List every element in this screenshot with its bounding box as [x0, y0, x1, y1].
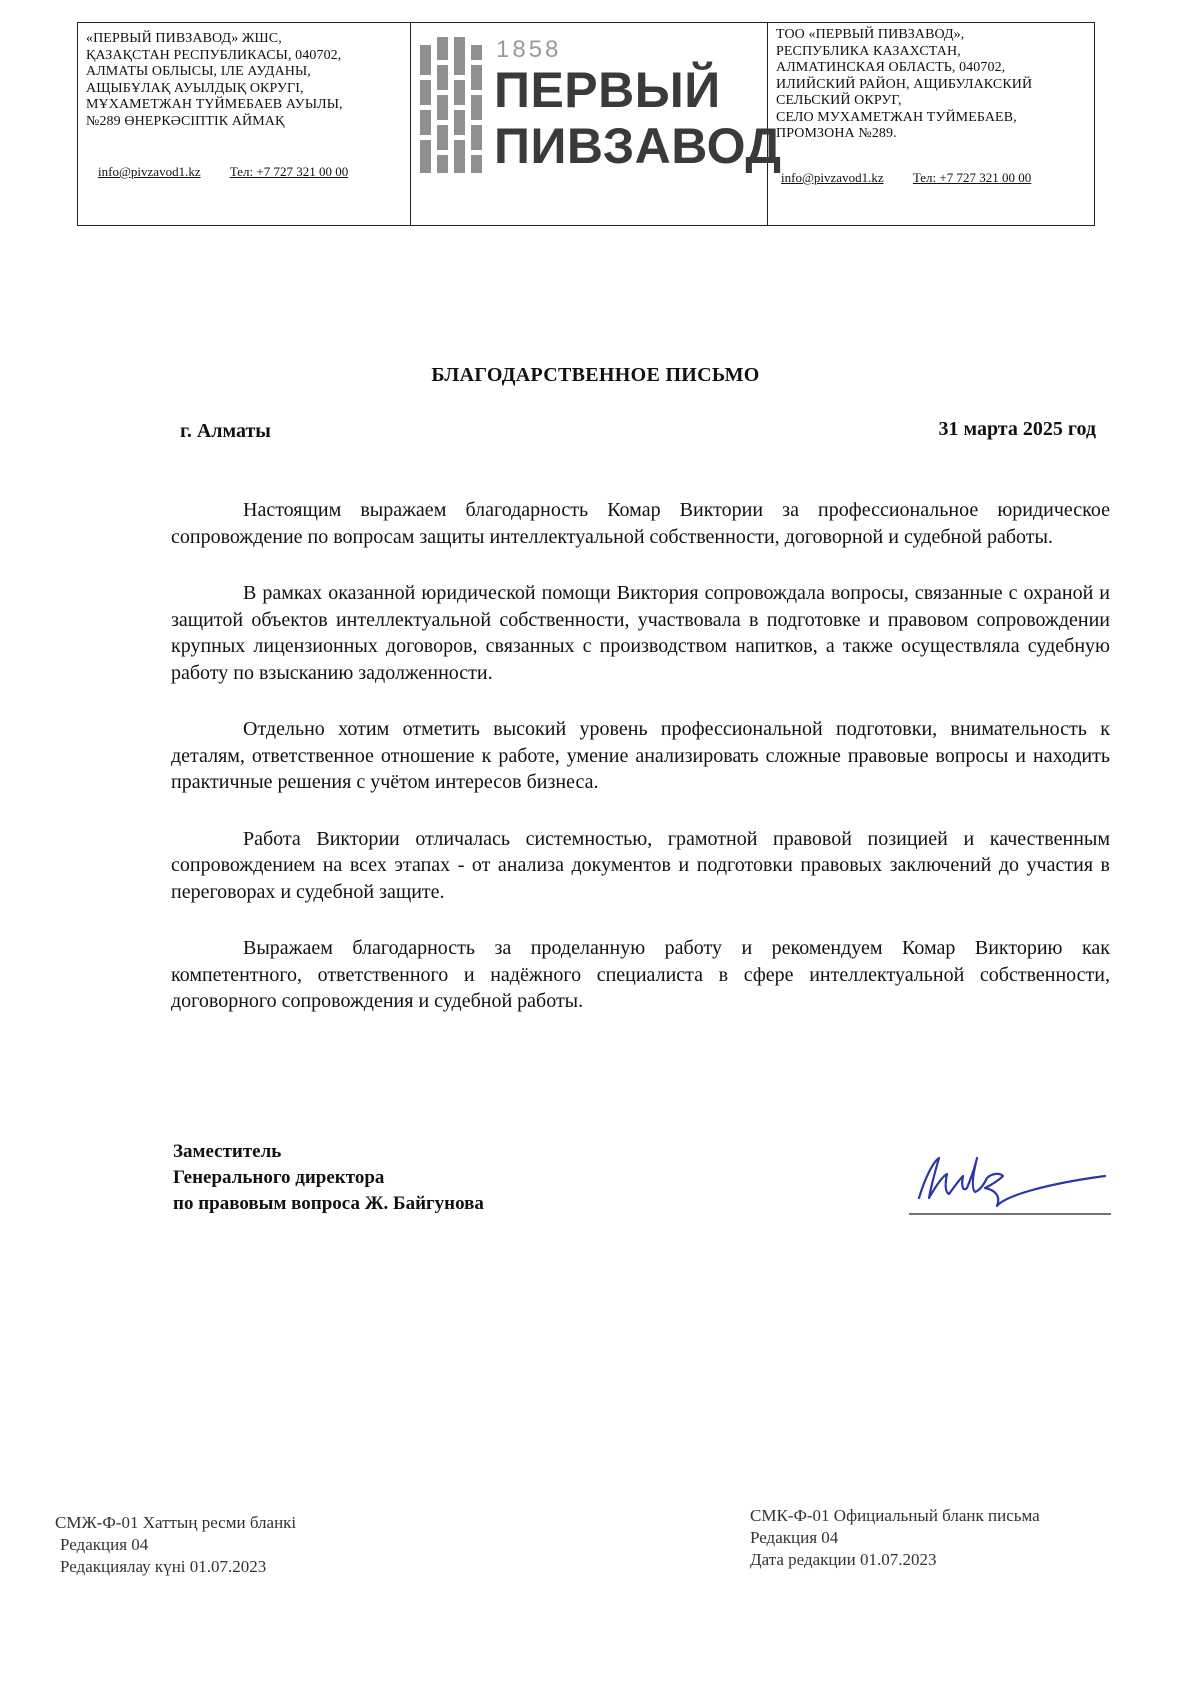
signer-title: Генерального директора — [173, 1167, 385, 1188]
phone-number: Тел: +7 727 321 00 00 — [229, 164, 349, 179]
letter-body — [171, 497, 1110, 1045]
footer-line: Редакция 04 — [750, 1528, 839, 1547]
email-link[interactable]: info@pivzavod1.kz — [781, 170, 884, 185]
body-paragraph: Выражаем благодарность за проделанную работу и рекомендуем Комар Викторию как компетентного, ответственного и надёжного специалиста в сфере интеллектуальной собственности, договорного сопровождения и судебной работы. — [171, 937, 1110, 1012]
signer-name: по правовым вопроса Ж. Байгунова — [173, 1193, 484, 1214]
logo-bars-icon — [418, 35, 490, 185]
address-line: СЕЛЬСКИЙ ОКРУГ, — [776, 93, 902, 108]
kazakh-contact — [98, 164, 348, 180]
letterhead — [77, 22, 1095, 226]
address-line: АЛМАТИНСКАЯ ОБЛАСТЬ, 040702, — [776, 60, 1006, 75]
body-paragraph: Отдельно хотим отметить высокий уровень профессиональной подготовки, внимательность к деталям, ответственное отношение к работе, умение анализировать сложные правовые вопросы и находить практичные решения с учётом интересов бизнеса. — [171, 718, 1110, 793]
letter-city: г. Алматы — [180, 420, 271, 442]
handwritten-signature — [905, 1148, 1115, 1218]
kazakh-address — [86, 31, 410, 130]
body-paragraph: Работа Виктории отличалась системностью, грамотной правовой позицией и качественным сопровождением на всех этапах - от анализа документов и подготовки правовых заключений до участия в переговорах и судебной защите. — [171, 827, 1110, 903]
address-line: МҰХАМЕТЖАН ТҮЙМЕБАЕВ АУЫЛЫ, — [86, 97, 343, 112]
footer-form-kazakh — [55, 1512, 296, 1578]
signer-title: Заместитель — [173, 1141, 282, 1162]
company-logo — [411, 23, 782, 225]
footer-form-russian — [750, 1505, 1040, 1571]
body-paragraph: Настоящим выражаем благодарность Комар Виктории за профессиональное юридическое сопровождение по вопросам защиты интеллектуальной собственности, договорной и судебной работы. — [171, 499, 1110, 548]
body-paragraph: В рамках оказанной юридической помощи Виктория сопровождала вопросы, связанные с охраной и защитой объектов интеллектуальной собственности, участвовала в подготовке и правовом сопровождении крупных лицензионных договоров, связанных с производством напитков, а также осуществляла судебную работу по взысканию задолженности. — [171, 582, 1110, 684]
footer-line: Редакциялау күні 01.07.2023 — [60, 1557, 267, 1576]
signer-block — [173, 1139, 484, 1217]
phone-number: Тел: +7 727 321 00 00 — [912, 170, 1032, 185]
letterhead-russian-address-block — [768, 23, 1094, 225]
address-line: ИЛИЙСКИЙ РАЙОН, АЩИБУЛАКСКИЙ — [776, 76, 1033, 92]
address-line: СЕЛО МУХАМЕТЖАН ТУЙМЕБАЕВ, — [776, 109, 1017, 125]
logo-name-line: ПИВЗАВОД — [494, 118, 782, 174]
address-line: №289 ӨНЕРКӘСІПТІК АЙМАҚ — [86, 113, 285, 129]
address-line: «ПЕРВЫЙ ПИВЗАВОД» ЖШС, — [86, 31, 282, 46]
russian-contact — [781, 170, 1031, 186]
address-line: АЛМАТЫ ОБЛЫСЫ, ІЛЕ АУДАНЫ, — [86, 64, 311, 79]
russian-address — [776, 27, 1094, 143]
address-line: ТОО «ПЕРВЫЙ ПИВЗАВОД», — [776, 27, 965, 42]
address-line: АЩЫБҰЛАҚ АУЫЛДЫҚ ОКРУГІ, — [86, 80, 304, 96]
footer-line: СМЖ-Ф-01 Хаттың ресми бланкі — [55, 1513, 297, 1532]
address-line: РЕСПУБЛИКА КАЗАХСТАН, — [776, 43, 961, 59]
footer-line: Редакция 04 — [60, 1535, 149, 1554]
footer-line: СМК-Ф-01 Официальный бланк письма — [750, 1506, 1040, 1525]
logo-wordmark — [494, 62, 781, 174]
letter-title: БЛАГОДАРСТВЕННОЕ ПИСЬМО — [431, 364, 760, 386]
address-line: ҚАЗАҚСТАН РЕСПУБЛИКАСЫ, 040702, — [86, 47, 342, 63]
footer-line: Дата редакции 01.07.2023 — [750, 1550, 937, 1569]
letterhead-kazakh-address-block — [78, 23, 411, 225]
letter-date: 31 марта 2025 год — [938, 418, 1096, 440]
logo-year: 1858 — [496, 36, 562, 63]
logo-name-line: ПЕРВЫЙ — [494, 62, 721, 118]
email-link[interactable]: info@pivzavod1.kz — [98, 164, 201, 179]
address-line: ПРОМЗОНА №289. — [776, 126, 897, 141]
